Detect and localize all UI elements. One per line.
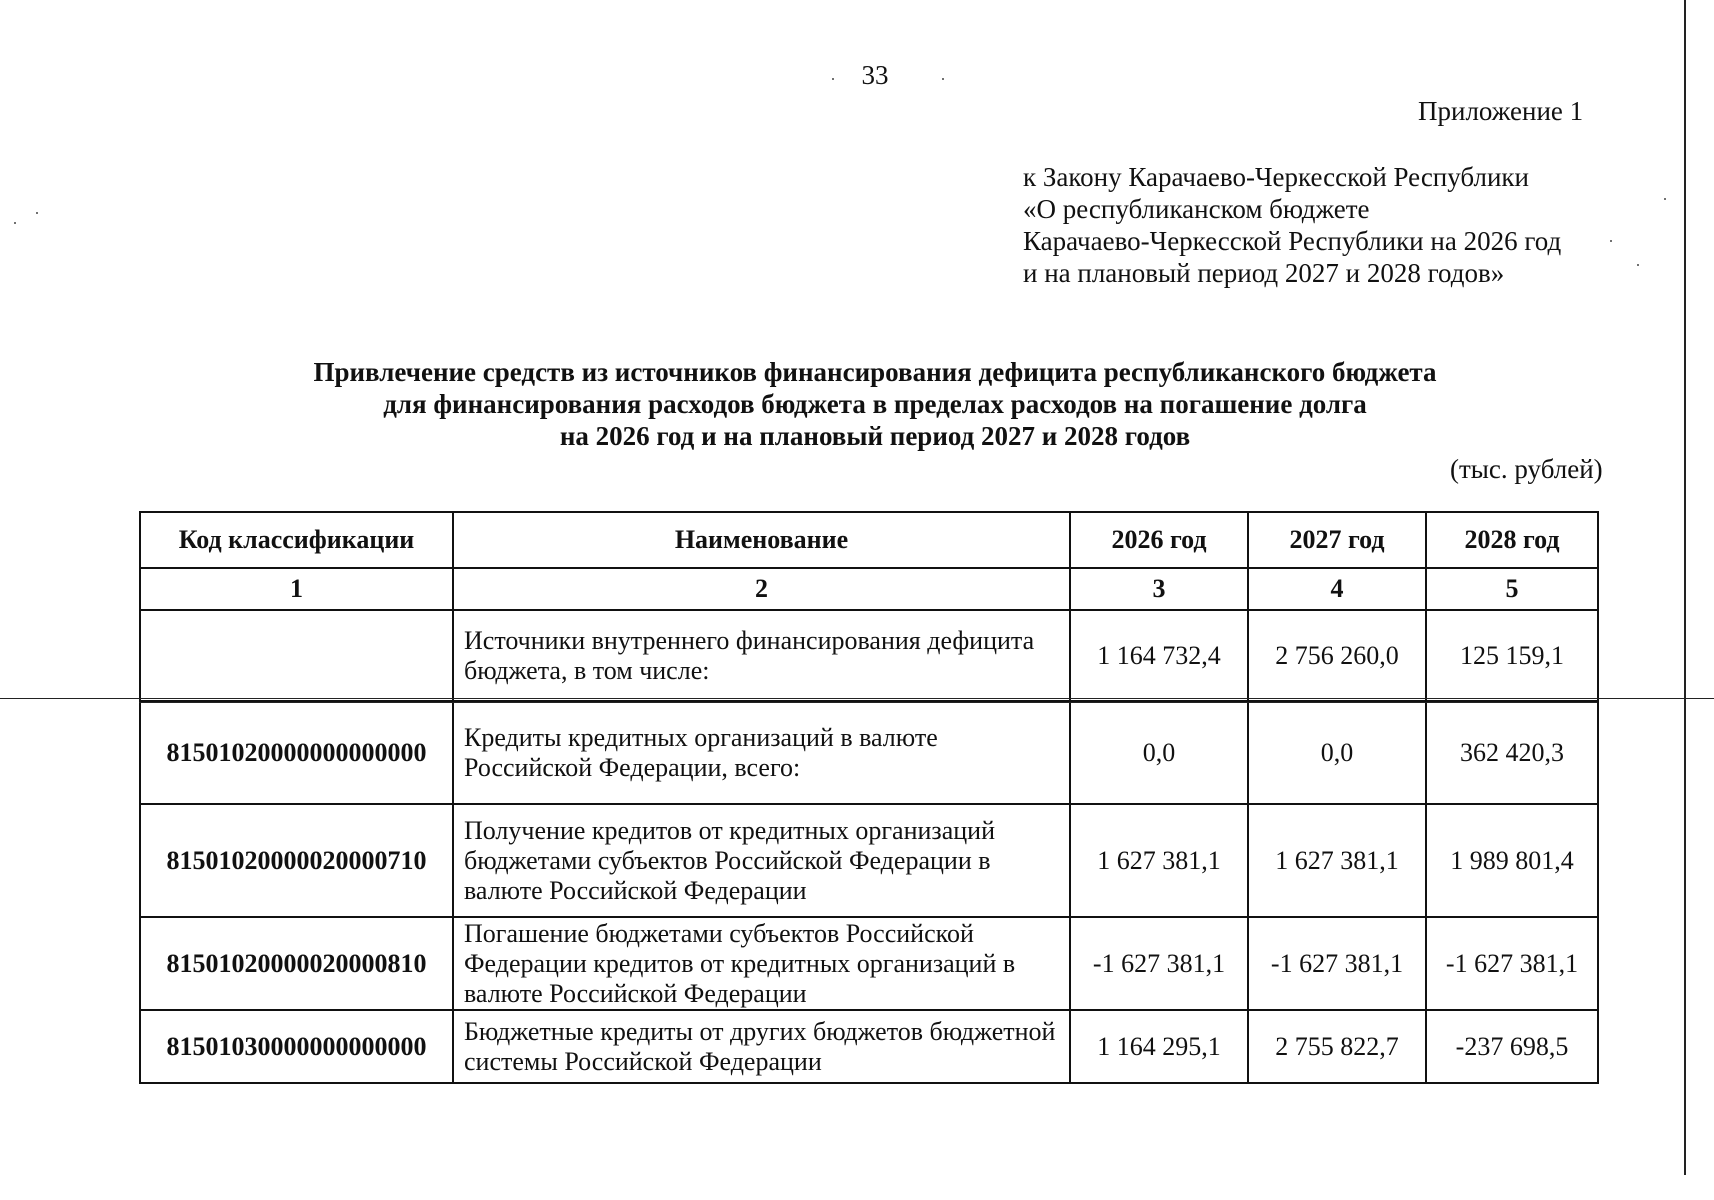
row-name: Получение кредитов от кредитных организаций бюджетами субъектов Российской Федерации в валюте Российской Федерации bbox=[453, 804, 1070, 917]
units-label: (тыс. рублей) bbox=[1450, 454, 1603, 484]
row-name: Бюджетные кредиты от других бюджетов бюджетной системы Российской Федерации bbox=[453, 1010, 1070, 1083]
table-row bbox=[140, 701, 1598, 804]
table-header-row bbox=[140, 512, 1598, 568]
classification-code: 81501030000000000000 bbox=[140, 1010, 453, 1083]
value-2026: 1 164 732,4 bbox=[1070, 610, 1248, 701]
value-2027: 1 627 381,1 bbox=[1248, 804, 1426, 917]
table-row bbox=[140, 1010, 1598, 1083]
law-reference-line: к Закону Карачаево-Черкесской Республики bbox=[1023, 162, 1529, 192]
header-code: Код классификации bbox=[140, 512, 453, 568]
classification-code: 81501020000020000810 bbox=[140, 917, 453, 1010]
value-2027: -1 627 381,1 bbox=[1248, 917, 1426, 1010]
scan-fold-line bbox=[139, 702, 1597, 703]
scan-edge-line bbox=[1684, 0, 1686, 1175]
title-line: для финансирования расходов бюджета в пределах расходов на погашение долга bbox=[383, 389, 1367, 419]
scan-speck bbox=[1610, 240, 1612, 242]
value-2026: 0,0 bbox=[1070, 701, 1248, 804]
page-number: 33 bbox=[861, 60, 889, 90]
column-number-row bbox=[140, 568, 1598, 610]
appendix-label: Приложение 1 bbox=[1418, 96, 1584, 126]
table-row bbox=[140, 917, 1598, 1010]
classification-code: 81501020000000000000 bbox=[140, 701, 453, 804]
scan-speck bbox=[1637, 264, 1639, 266]
title-line: Привлечение средств из источников финансирования дефицита республиканского бюджета bbox=[313, 357, 1437, 387]
value-2027: 2 756 260,0 bbox=[1248, 610, 1426, 701]
row-name: Кредиты кредитных организаций в валюте Российской Федерации, всего: bbox=[453, 701, 1070, 804]
table-row bbox=[140, 610, 1598, 701]
value-2026: -1 627 381,1 bbox=[1070, 917, 1248, 1010]
column-number: 2 bbox=[453, 568, 1070, 610]
title-line: на 2026 год и на плановый период 2027 и 2028 годов bbox=[559, 421, 1191, 451]
row-name: Источники внутреннего финансирования дефицита бюджета, в том числе: bbox=[453, 610, 1070, 701]
scan-speck bbox=[36, 212, 38, 214]
column-number: 1 bbox=[140, 568, 453, 610]
scan-fold-line bbox=[0, 698, 1714, 699]
scan-speck bbox=[832, 78, 834, 80]
column-number: 3 bbox=[1070, 568, 1248, 610]
law-reference-line: Карачаево-Черкесской Республики на 2026 год bbox=[1023, 226, 1562, 256]
header-name: Наименование bbox=[453, 512, 1070, 568]
value-2027: 2 755 822,7 bbox=[1248, 1010, 1426, 1083]
value-2026: 1 164 295,1 bbox=[1070, 1010, 1248, 1083]
value-2028: -1 627 381,1 bbox=[1426, 917, 1598, 1010]
scan-speck bbox=[1664, 198, 1666, 200]
table-row bbox=[140, 804, 1598, 917]
law-reference bbox=[1023, 161, 1561, 289]
value-2028: -237 698,5 bbox=[1426, 1010, 1598, 1083]
header-2027: 2027 год bbox=[1248, 512, 1426, 568]
classification-code: 81501020000020000710 bbox=[140, 804, 453, 917]
sources-table bbox=[139, 511, 1599, 1084]
value-2027: 0,0 bbox=[1248, 701, 1426, 804]
value-2026: 1 627 381,1 bbox=[1070, 804, 1248, 917]
value-2028: 1 989 801,4 bbox=[1426, 804, 1598, 917]
document-title bbox=[0, 356, 1714, 452]
scan-speck bbox=[14, 222, 16, 224]
value-2028: 362 420,3 bbox=[1426, 701, 1598, 804]
law-reference-line: «О республиканском бюджете bbox=[1023, 194, 1370, 224]
law-reference-line: и на плановый период 2027 и 2028 годов» bbox=[1023, 258, 1505, 288]
row-name: Погашение бюджетами субъектов Российской Федерации кредитов от кредитных организаций в валюте Российской Федерации bbox=[453, 917, 1070, 1010]
column-number: 4 bbox=[1248, 568, 1426, 610]
classification-code bbox=[140, 610, 453, 701]
column-number: 5 bbox=[1426, 568, 1598, 610]
header-2028: 2028 год bbox=[1426, 512, 1598, 568]
header-2026: 2026 год bbox=[1070, 512, 1248, 568]
scan-speck bbox=[942, 78, 944, 80]
value-2028: 125 159,1 bbox=[1426, 610, 1598, 701]
